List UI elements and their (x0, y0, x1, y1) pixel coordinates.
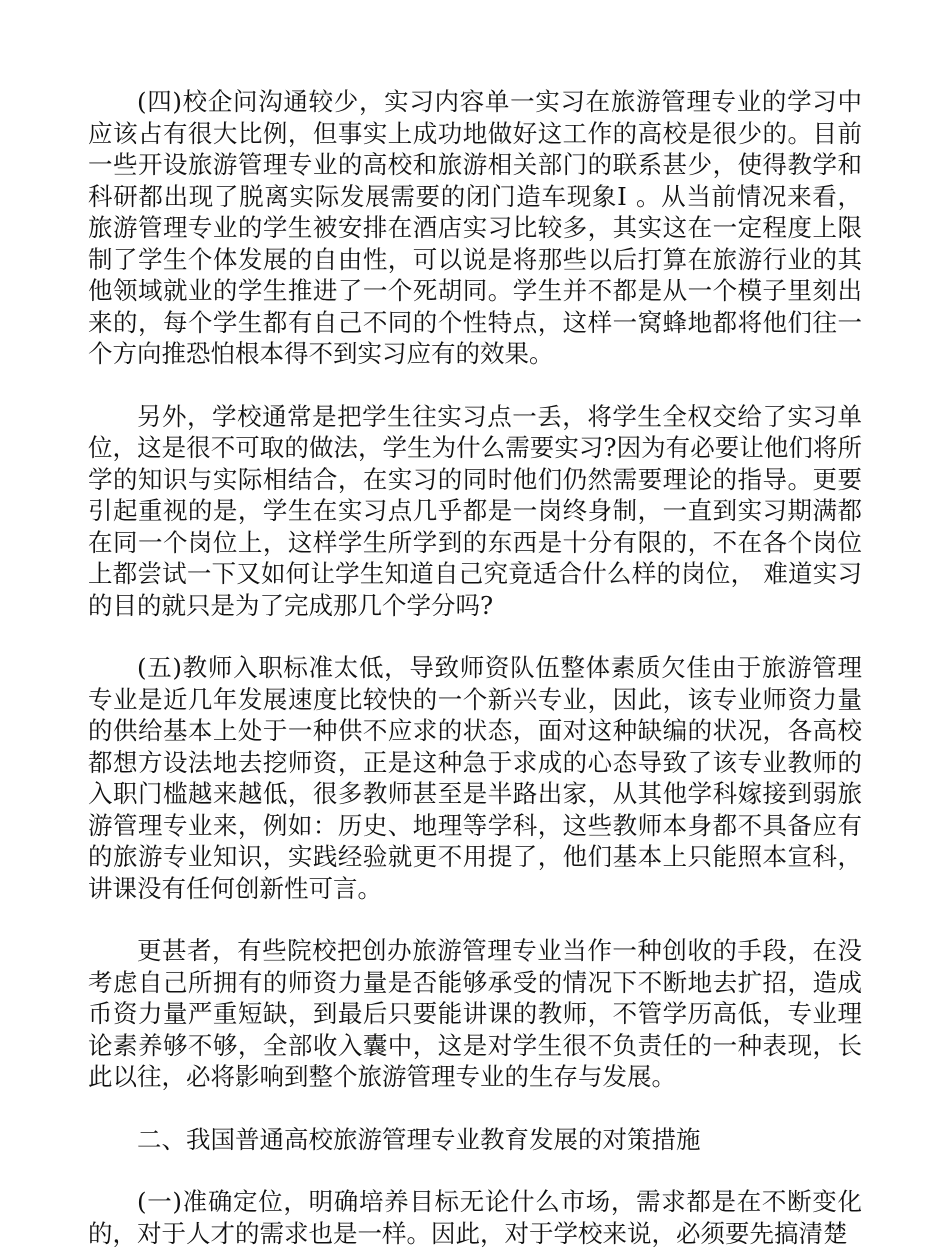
section-heading-countermeasures: 二、我国普通高校旅游管理专业教育发展的对策措施 (137, 1124, 701, 1154)
paragraph-enrollment-expansion: 更甚者，有些院校把创办旅游管理专业当作一种创收的手段，在没考虑自己所拥有的师资力量是否能够承受的情况下不断地去扩招，造成币资力量严重短缺，到最后只要能讲课的教师，不管学历高低，专业理论素养够不够，全部收入囊中，这是对学生很不负责任的一种表现，长此以往，必将影响到整个旅游管理专业的生存与发展。 (88, 936, 862, 1091)
paragraph-accurate-positioning: (一)准确定位，明确培养目标无论什么市场，需求都是在不断变化的，对于人才的需求也是一样。因此，对于学校来说，必须要先搞清楚 (88, 1187, 862, 1248)
paragraph-internship-placement: 另外，学校通常是把学生往实习点一丢，将学生全权交给了实习单位，这是很不可取的做法，学生为什么需要实习?因为有必要让他们将所学的知识与实际相结合，在实习的同时他们仍然需要理论的指导。更要引起重视的是，学生在实习点几乎都是一岗终身制，一直到实习期满都在同一个岗位上，这样学生所学到的东西是十分有限的，不在各个岗位上都尝试一下又如何让学生知道自己究竟适合什么样的岗位， 难道实习的目的就只是为了完成那几个学分吗? (88, 401, 862, 620)
paragraph-teacher-entry-standard: (五)教师入职标准太低，导致师资队伍整体素质欠佳由于旅游管理专业是近几年发展速度比较快的一个新兴专业，因此，该专业师资力量的供给基本上处于一种供不应求的状态，面对这种缺编的状况，各高校都想方设法地去挖师资，正是这种急于求成的心态导致了该专业教师的入职门槛越来越低，很多教师甚至是半路出家，从其他学科嫁接到弱旅游管理专业来，例如：历史、地理等学科，这些教师本身都不具备应有的旅游专业知识，实践经验就更不用提了，他们基本上只能照本宣科，讲课没有任何创新性可言。 (88, 653, 862, 903)
document-page (88, 86, 862, 1249)
paragraph-school-enterprise-communication: (四)校企问沟通较少，实习内容单一实习在旅游管理专业的学习中应该占有很大比例，但事实上成功地做好这工作的高校是很少的。目前一些开设旅游管理专业的高校和旅游相关部门的联系甚少，使得教学和科研都出现了脱离实际发展需要的闭门造车现象Ⅰ 。从当前情况来看，旅游管理专业的学生被安排在酒店实习比较多，其实这在一定程度上限制了学生个体发展的自由性，可以说是将那些以后打算在旅游行业的其他领域就业的学生推进了一个死胡同。学生并不都是从一个模子里刻出来的，每个学生都有自己不同的个性特点，这样一窝蜂地都将他们往一个方向推恐怕根本得不到实习应有的效果。 (88, 87, 862, 368)
